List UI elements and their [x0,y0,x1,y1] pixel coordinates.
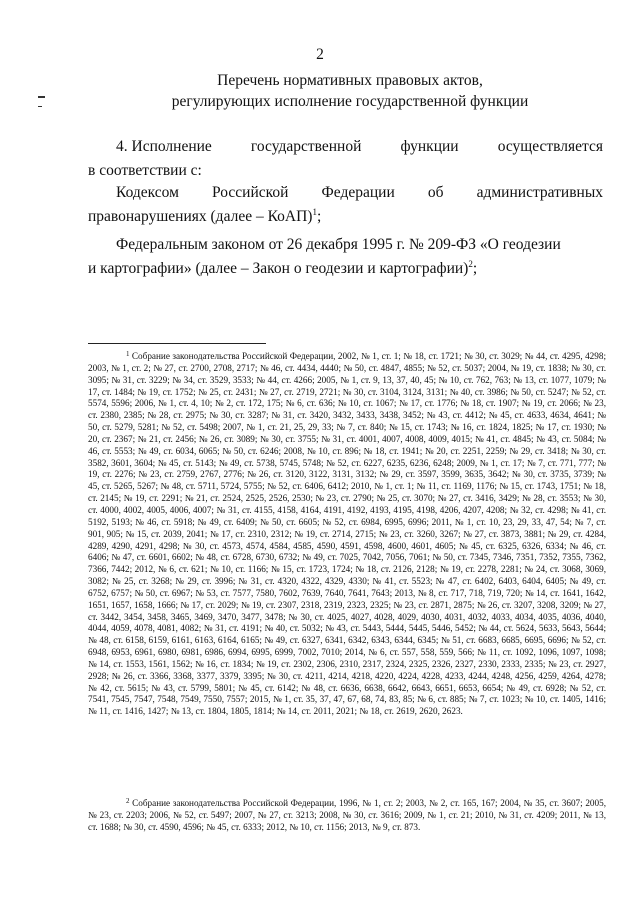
word: Федерации [321,184,395,201]
line-punctuation: ; [316,208,322,225]
section-heading [80,70,620,112]
heading-line: регулирующих исполнение государственной функции [171,93,529,110]
footnote-text: Собрание законодательства Российской Федерации, 2002, № 1, ст. 1; № 18, ст. 1721; № 30, ст. 3029; № 44, ст. 4295, 4298; 2003, № 1, ст. 2; № 27, ст. 2700, 2708, 2717; № 46, ст. 4434, 4440; № 50, ст. 4847, 4855; № 52, ст. 5037; 2004, № 19, ст. 1838; № 30, ст. 3095; № 31, ст. 3229; № 34, ст. 3529, 3533; № 44, ст. 4266; 2005, № 1, ст. 9, 13, 37, 40, 45; № 10, ст. 762, 763; № 13, ст. 1077, 1079; № 17, ст. 1484; № 19, ст. 1752; № 25, ст. 2431; № 27, ст. 2719, 2721; № 30, ст. 3104, 3124, 3131; № 40, ст. 3986; № 50, ст. 5247; № 52, ст. 5574, 5596; 2006, № 1, ст. 4, 10; № 2, ст. 172, 175; № 6, ст. 636; № 10, ст. 1067; № 17, ст. 1776; № 18, ст. 1907; № 19, ст. 2066; № 23, ст. 2380, 2385; № 28, ст. 2975; № 30, ст. 3287; № 31, ст. 3420, 3432, 3433, 3438, 3452; № 43, ст. 4412; № 45, ст. 4633, 4634, 4641; № 50, ст. 5279, 5281; № 52, ст. 5498; 2007, № 1, ст. 21, 25, 29, 33; № 7, ст. 840; № 15, ст. 1743; № 16, ст. 1824, 1825; № 17, ст. 1930; № 20, ст. 2367; № 21, ст. 2456; № 26, ст. 3089; № 30, ст. 3755; № 31, ст. 4001, 4007, 4008, 4009, 4015; № 41, ст. 4845; № 43, ст. 5084; № 46, ст. 5553; № 49, ст. 6034, 6065; № 50, ст. 6246; 2008, № 10, ст. 896; № 18, ст. 1941; № 20, ст. 2251, 2259; № 29, ст. 3418; № 30, ст. 3582, 3601, 3604; № 45, ст. 5143; № 49, ст. 5738, 5745, 5748; № 52, ст. 6227, 6235, 6236, 6248; 2009, № 1, ст. 17; № 7, ст. 771, 777; № 19, ст. 2276; № 23, ст. 2759, 2767, 2776; № 26, ст. 3120, 3122, 3131, 3132; № 29, ст. 3597, 3599, 3635, 3642; № 30, ст. 3735, 3739; № 45, ст. 5265, 5267; № 48, ст. 5711, 5724, 5755; № 52, ст. 6406, 6412; 2010, № 1, ст. 1; № 11, ст. 1169, 1176; № 15, ст. 1743, 1751; № 18, ст. 2145; № 19, ст. 2291; № 21, ст. 2524, 2525, 2526, 2530; № 23, ст. 2790; № 25, ст. 3070; № 27, ст. 3416, 3429; № 28, ст. 3553; № 30, ст. 4000, 4002, 4005, 4006, 4007; № 31, ст. 4155, 4158, 4164, 4191, 4192, 4193, 4195, 4198, 4206, 4207, 4208; № 32, ст. 4298; № 41, ст. 5192, 5193; № 46, ст. 5918; № 49, ст. 6409; № 50, ст. 6605; № 52, ст. 6984, 6995, 6996; 2011, № 1, ст. 10, 23, 29, 33, 47, 54; № 7, ст. 901, 905; № 15, ст. 2039, 2041; № 17, ст. 2310, 2312; № 19, ст. 2714, 2715; № 23, ст. 3260, 3267; № 27, ст. 3873, 3881; № 29, ст. 4284, 4289, 4290, 4291, 4298; № 30, ст. 4573, 4574, 4584, 4585, 4590, 4591, 4598, 4600, 4601, 4605; № 45, ст. 6325, 6326, 6334; № 46, ст. 6406; № 47, ст. 6601, 6602; № 48, ст. 6728, 6730, 6732; № 49, ст. 7025, 7042, 7056, 7061; № 50, ст. 7345, 7346, 7351, 7352, 7355, 7362, 7366, 7442; 2012, № 6, ст. 621; № 10, ст. 1166; № 15, ст. 1723, 1724; № 18, ст. 2126, 2128; № 19, ст. 2278, 2281; № 24, ст. 3068, 3069, 3082; № 25, ст. 3268; № 29, ст. 3996; № 31, ст. 4320, 4322, 4329, 4330; № 41, ст. 5523; № 47, ст. 6402, 6403, 6404, 6405; № 49, ст. 6752, 6757; № 50, ст. 6967; № 53, ст. 7577, 7580, 7602, 7639, 7640, 7641, 7643; 2013, № 8, ст. 717, 718, 719, 720; № 14, ст. 1641, 1642, 1651, 1657, 1658, 1666; № 17, ст. 2029; № 19, ст. 2307, 2318, 2319, 2323, 2325; № 23, ст. 2871, 2875; № 26, ст. 3207, 3208, 3209; № 27, ст. 3442, 3454, 3458, 3465, 3469, 3470, 3477, 3478; № 30, ст. 4025, 4027, 4028, 4029, 4030, 4031, 4032, 4033, 4034, 4035, 4036, 4040, 4044, 4059, 4078, 4081, 4082; № 31, ст. 4191; № 40, ст. 5032; № 43, ст. 5443, 5444, 5445, 5446, 5452; № 44, ст. 5624, 5633, 5643, 5644; № 48, ст. 6158, 6159, 6161, 6163, 6164, 6165; № 49, ст. 6327, 6341, 6342, 6343, 6344, 6345; № 51, ст. 6683, 6685, 6695, 6696; № 52, ст. 6948, 6953, 6961, 6980, 6981, 6986, 6994, 6995, 6999, 7002, 7010; 2014, № 6, ст. 557, 558, 559, 566; № 11, ст. 1092, 1096, 1097, 1098; № 14, ст. 1553, 1561, 1562; № 16, ст. 1834; № 19, ст. 2302, 2306, 2310, 2317, 2324, 2325, 2326, 2327, 2330, 2333, 2335; № 23, ст. 2927, 2928; № 26, ст. 3366, 3368, 3377, 3379, 3395; № 30, ст. 4211, 4214, 4218, 4220, 4224, 4228, 4233, 4244, 4248, 4256, 4259, 4264, 4278; № 42, ст. 5615; № 43, ст. 5799, 5801; № 45, ст. 6142; № 48, ст. 6636, 6638, 6642, 6643, 6651, 6653, 6654; № 49, ст. 6928; № 52, ст. 7541, 7545, 7547, 7548, 7549, 7550, 7557; 2015, № 1, ст. 35, 37, 47, 67, 68, 74, 83, 85; № 6, ст. 885; № 7, ст. 1023; № 10, ст. 1405, 1416; № 11, ст. 1416, 1427; № 13, ст. 1804, 1805, 1814; № 14, ст. 2011, 2021; № 18, ст. 2619, 2620, 2623. [88,351,606,717]
word: об [427,184,444,201]
footnote-reference: 1 [312,207,317,217]
scan-artifact-mark [38,106,42,107]
paragraph-koap [88,181,603,229]
paragraph-line: в соответствии с: [88,162,202,179]
page-number: 2 [316,46,324,63]
justified-line [88,135,603,159]
word: осуществляется [497,138,603,155]
word: Кодексом [116,184,179,201]
footnote-separator [88,343,266,344]
footnote [88,796,606,856]
line-text: и картографии» (далее – Закон о геодезии и картографии) [88,260,469,277]
footnote-marker: 2 [126,797,130,805]
paragraph-line: Федеральным законом от 26 декабря 1995 г. № 209-ФЗ «О геодезии [116,236,561,253]
word: государственной [250,138,362,155]
footnote-marker: 1 [126,350,130,358]
paragraph-geodesy-law [88,233,603,281]
footnote-text: Собрание законодательства Российской Федерации, 1996, № 1, ст. 2; 2003, № 2, ст. 165, 167; 2004, № 35, ст. 3607; 2005, № 23, ст. 2203; 2006, № 52, ст. 5497; 2007, № 27, ст. 3213; 2008, № 30, ст. 3616; 2009, № 1, ст. 21; 2010, № 31, ст. 4209; 2011, № 13, ст. 1688; № 30, ст. 4590, 4596; № 45, ст. 6333; 2012, № 10, ст. 1156; 2013, № 9, ст. 873. [88,798,606,832]
word: функции [400,138,459,155]
heading-line: Перечень нормативных правовых актов, [217,72,483,89]
word: Российской [212,184,289,201]
paragraph-line [88,205,603,229]
scan-artifact-mark [38,96,45,98]
footnote [88,349,606,792]
line-punctuation: ; [472,260,478,277]
word: 4. Исполнение [116,138,212,155]
justified-line [88,181,603,205]
footnote-reference: 2 [468,259,473,269]
word: административных [476,184,603,201]
paragraph-execution-basis [88,135,603,183]
paragraph-line [88,257,603,281]
line-text: правонарушениях (далее – КоАП) [88,208,313,225]
